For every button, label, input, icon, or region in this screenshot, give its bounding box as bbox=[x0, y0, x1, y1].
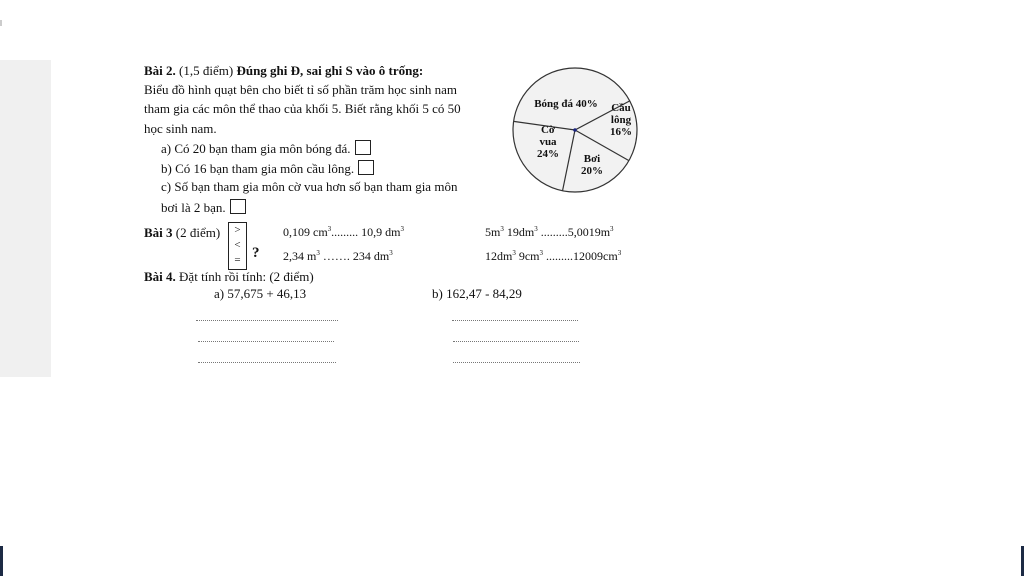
equal-symbol: = bbox=[234, 254, 241, 266]
bai3-r2r-c: .........12009cm bbox=[543, 249, 618, 263]
bai3-row1-left bbox=[283, 224, 404, 240]
bai4-item-b: b) 162,47 - 84,29 bbox=[432, 286, 522, 301]
bai2-intro-line1: Biểu đồ hình quạt bên cho biết tỉ số phần trăm học sinh nam bbox=[144, 82, 458, 97]
pie-slice-1 bbox=[534, 98, 598, 110]
exp: 3 bbox=[512, 249, 516, 257]
bai3-r1l-b: ......... 10,9 dm bbox=[331, 225, 401, 239]
answer-box-a[interactable] bbox=[355, 140, 371, 155]
greater-than-symbol: > bbox=[234, 224, 241, 236]
work-line-a2[interactable] bbox=[198, 341, 334, 342]
pie-label-4-line-2: vua bbox=[539, 136, 557, 148]
pie-slice-2 bbox=[610, 102, 632, 138]
bai2-item-a-text: a) Có 20 bạn tham gia môn bóng đá. bbox=[161, 141, 351, 156]
bai2-item-c-line2 bbox=[161, 199, 246, 216]
pie-label-2-line-3: 16% bbox=[610, 126, 632, 138]
exp: 3 bbox=[534, 225, 538, 233]
exp: 3 bbox=[610, 225, 614, 233]
bai4-number: Bài 4. bbox=[144, 269, 176, 284]
bai3-r2r-b: 9cm bbox=[515, 249, 540, 263]
bai2-item-a bbox=[161, 140, 371, 157]
bai2-intro-line3: học sinh nam. bbox=[144, 121, 217, 136]
work-line-b2[interactable] bbox=[453, 341, 579, 342]
exp: 3 bbox=[327, 225, 332, 233]
work-line-b3[interactable] bbox=[453, 362, 580, 363]
exp: 3 bbox=[539, 249, 544, 257]
bai3-r1r-a: 5m bbox=[485, 225, 501, 239]
answer-box-c[interactable] bbox=[230, 199, 246, 214]
exp: 3 bbox=[389, 249, 393, 257]
question-mark: ? bbox=[252, 245, 260, 261]
bai4-heading bbox=[144, 269, 314, 285]
pie-label-4-line-1: Cờ bbox=[540, 124, 556, 136]
bai3-r2l-b: ……. 234 dm bbox=[319, 249, 390, 263]
bai3-row2-right bbox=[485, 248, 621, 264]
bai2-intro-line2: tham gia các môn thể thao của khối 5. Biết rằng khối 5 có 50 bbox=[144, 101, 461, 116]
pie-label-2-line-1: Cầu bbox=[611, 102, 631, 114]
pie-center-dot bbox=[573, 128, 577, 132]
pie-label-1-line-1: Bóng đá 40% bbox=[534, 98, 598, 110]
less-than-symbol: < bbox=[234, 239, 241, 251]
bai2-number: Bài 2. bbox=[144, 63, 176, 78]
pie-label-3-line-1: Bơi bbox=[583, 153, 601, 165]
bai2-task: Đúng ghi Đ, sai ghi S vào ô trống: bbox=[236, 63, 424, 78]
bai3-r1r-c: .........5,0019m bbox=[537, 225, 611, 239]
exp: 3 bbox=[500, 225, 504, 233]
exp: 3 bbox=[316, 249, 320, 257]
work-line-a1[interactable] bbox=[196, 320, 338, 321]
bai2-item-c-text: bơi là 2 bạn. bbox=[161, 200, 226, 215]
bai3-row1-right bbox=[485, 224, 614, 240]
bai4-task: Đặt tính rồi tính: (2 điểm) bbox=[175, 269, 314, 284]
pie-slice-3 bbox=[581, 153, 603, 177]
bai2-item-c-line1: c) Số bạn tham gia môn cờ vua hơn số bạn tham gia môn bbox=[161, 179, 458, 194]
bai3-r1r-b: 19dm bbox=[503, 225, 535, 239]
bai3-r2r-a: 12dm bbox=[485, 249, 513, 263]
bai3-score: (2 điểm) bbox=[172, 225, 221, 240]
exp: 3 bbox=[400, 225, 405, 233]
work-line-b1[interactable] bbox=[452, 320, 578, 321]
bai2-heading bbox=[144, 63, 423, 79]
bai3-r1l-a: 0,109 cm bbox=[283, 225, 328, 239]
pie-label-4-line-3: 24% bbox=[537, 148, 559, 160]
bai3-row2-left bbox=[283, 248, 393, 264]
bai3-number: Bài 3 bbox=[144, 225, 173, 240]
sports-pie-chart bbox=[510, 67, 640, 193]
exp: 3 bbox=[617, 249, 622, 257]
bai3-r2l-a: 2,34 m bbox=[283, 249, 317, 263]
bai3-heading bbox=[144, 225, 220, 241]
answer-box-b[interactable] bbox=[358, 160, 374, 175]
bai2-item-b-text: b) Có 16 bạn tham gia môn cầu lông. bbox=[161, 161, 355, 176]
bai2-score: (1,5 điểm) bbox=[175, 63, 237, 78]
pie-label-3-line-2: 20% bbox=[581, 165, 603, 177]
bai2-item-b bbox=[161, 160, 374, 177]
work-line-a3[interactable] bbox=[198, 362, 336, 363]
pie-label-2-line-2: lông bbox=[610, 114, 632, 126]
comparison-symbols-box bbox=[228, 222, 247, 270]
bai4-item-a: a) 57,675 + 46,13 bbox=[214, 286, 307, 301]
